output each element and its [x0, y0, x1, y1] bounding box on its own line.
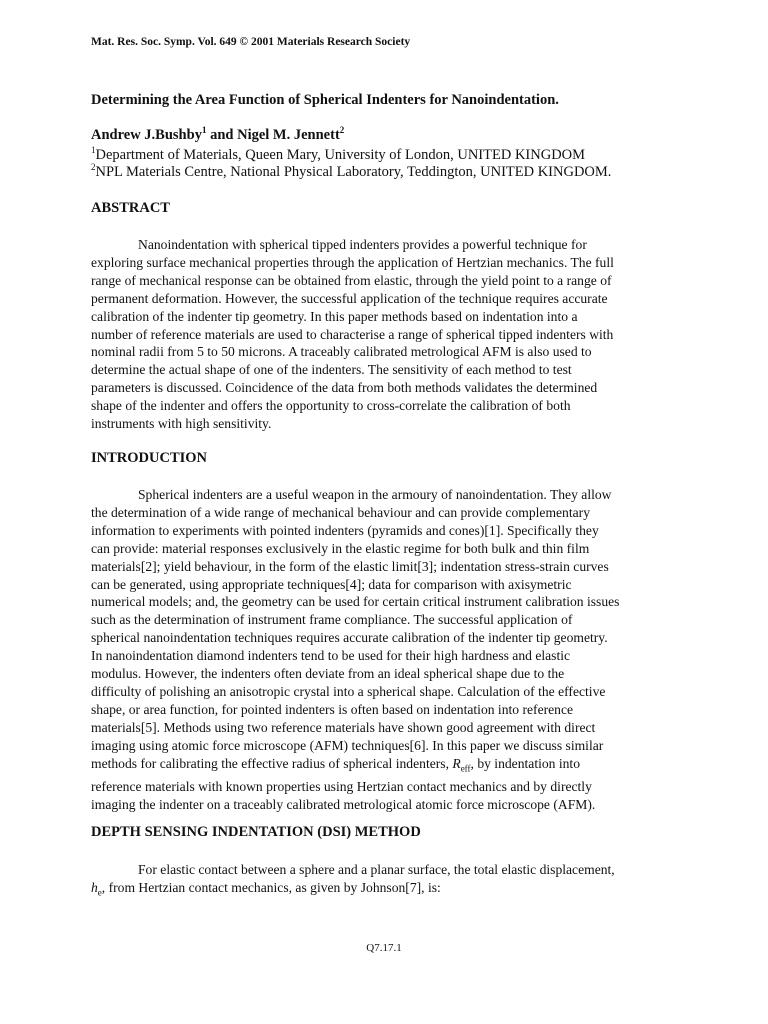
page-number: Q7.17.1 — [366, 942, 402, 954]
abstract-line: permanent deformation. However, the successful application of the technique requires accurate — [91, 290, 608, 306]
intro-line: spherical nanoindentation techniques requires accurate calibration of the indenter tip geometry. — [91, 630, 608, 646]
variable-h: h — [91, 879, 98, 895]
abstract-line: number of reference materials are used to characterise a range of spherical tipped indenters with — [91, 326, 614, 342]
intro-line: imaging using atomic force microscope (AFM) techniques[6]. In this paper we discuss similar — [91, 737, 604, 753]
abstract-line: calibration of the indenter tip geometry. In this paper methods based on indentation into a — [91, 308, 578, 324]
intro-line: such as the determination of instrument frame compliance. The successful application of — [91, 612, 573, 628]
intro-line: numerical models; and, the geometry can be used for certain critical instrument calibration issues — [91, 594, 620, 610]
intro-line: imaging the indenter on a traceably calibrated metrological atomic force microscope (AFM). — [91, 797, 596, 813]
affiliation-1-mark: 1 — [91, 145, 96, 155]
intro-line: materials[5]. Methods using two reference materials have shown good agreement with direct — [91, 719, 596, 735]
intro-line: difficulty of polishing an anisotropic crystal into a spherical shape. Calculation of the effective — [91, 683, 606, 699]
dsi-method-heading: DEPTH SENSING INDENTATION (DSI) METHOD — [91, 824, 421, 840]
affiliation-2-mark: 2 — [91, 162, 96, 172]
abstract-line: range of mechanical response can be obtained from elastic, through the yield point to a range of — [91, 272, 612, 288]
abstract-line: nominal radii from 5 to 50 microns. A traceably calibrated metrological AFM is also used to — [91, 344, 592, 360]
abstract-paragraph — [91, 236, 691, 433]
introduction-paragraph — [91, 486, 691, 814]
affiliation-2-text: NPL Materials Centre, National Physical Laboratory, Teddington, UNITED KINGDOM. — [95, 164, 612, 180]
abstract-line: instruments with high sensitivity. — [91, 416, 272, 432]
author-list — [91, 127, 344, 144]
author-1-name: Andrew J.Bushby — [91, 127, 202, 143]
author-1-affil-mark: 1 — [201, 125, 207, 135]
dsi-paragraph — [91, 861, 691, 903]
abstract-line: Nanoindentation with spherical tipped indenters provides a powerful technique for — [138, 237, 587, 252]
affiliation-1-text: Department of Materials, Queen Mary, University of London, UNITED KINGDOM — [95, 147, 586, 163]
abstract-heading: ABSTRACT — [91, 200, 170, 216]
intro-line-reff — [91, 755, 691, 779]
journal-header: Mat. Res. Soc. Symp. Vol. 649 © 2001 Materials Research Society — [91, 36, 411, 48]
affiliation-1 — [91, 147, 585, 164]
abstract-line: exploring surface mechanical properties through the application of Hertzian mechanics. The full — [91, 254, 614, 270]
intro-line: Spherical indenters are a useful weapon in the armoury of nanoindentation. They allow — [138, 487, 612, 502]
intro-line: modulus. However, the indenters often deviate from an ideal spherical shape due to the — [91, 666, 565, 682]
variable-r-subscript: eff — [460, 763, 471, 774]
author-2-affil-mark: 2 — [339, 125, 345, 135]
paper-title: Determining the Area Function of Spherical Indenters for Nanoindentation. — [91, 92, 559, 108]
intro-line: reference materials with known properties using Hertzian contact mechanics and by directly — [91, 779, 592, 795]
intro-line: shape, or area function, for pointed indenters is often based on indentation into reference — [91, 701, 574, 717]
intro-line: materials[2]; yield behaviour, in the form of the elastic limit[3]; indentation stress-strain curves — [91, 558, 609, 574]
variable-r: R — [452, 755, 461, 771]
abstract-line: determine the actual shape of one of the indenters. The sensitivity of each method to test — [91, 362, 572, 378]
abstract-line: parameters is discussed. Coincidence of the data from both methods validates the determined — [91, 380, 598, 396]
intro-line: can be generated, using appropriate techniques[4]; data for comparison with axisymetric — [91, 576, 572, 592]
variable-h-subscript: e — [97, 887, 102, 898]
intro-line: information to experiments with pointed indenters (pyramids and cones)[1]. Specifically they — [91, 522, 599, 538]
intro-line: the determination of a wide range of mechanical behaviour and can provide complementary — [91, 504, 590, 520]
introduction-heading: INTRODUCTION — [91, 450, 208, 466]
dsi-line-rest: , from Hertzian contact mechanics, as given by Johnson[7], is: — [101, 879, 441, 895]
author-separator: and — [206, 127, 238, 143]
author-2-name: Nigel M. Jennett — [237, 127, 340, 143]
abstract-line: shape of the indenter and offers the opportunity to cross-correlate the calibration of both — [91, 398, 571, 414]
intro-line-reff-end: , by indentation into — [470, 755, 581, 771]
intro-line: can provide: material responses exclusively in the elastic regime for both bulk and thin film — [91, 540, 590, 556]
dsi-line-he — [91, 879, 691, 903]
intro-line: In nanoindentation diamond indenters tend to be used for their high hardness and elastic — [91, 648, 571, 664]
affiliation-2 — [91, 164, 611, 181]
intro-line-reff-start: methods for calibrating the effective radius of spherical indenters, — [91, 755, 453, 771]
dsi-line: For elastic contact between a sphere and a planar surface, the total elastic displacement, — [138, 862, 615, 877]
